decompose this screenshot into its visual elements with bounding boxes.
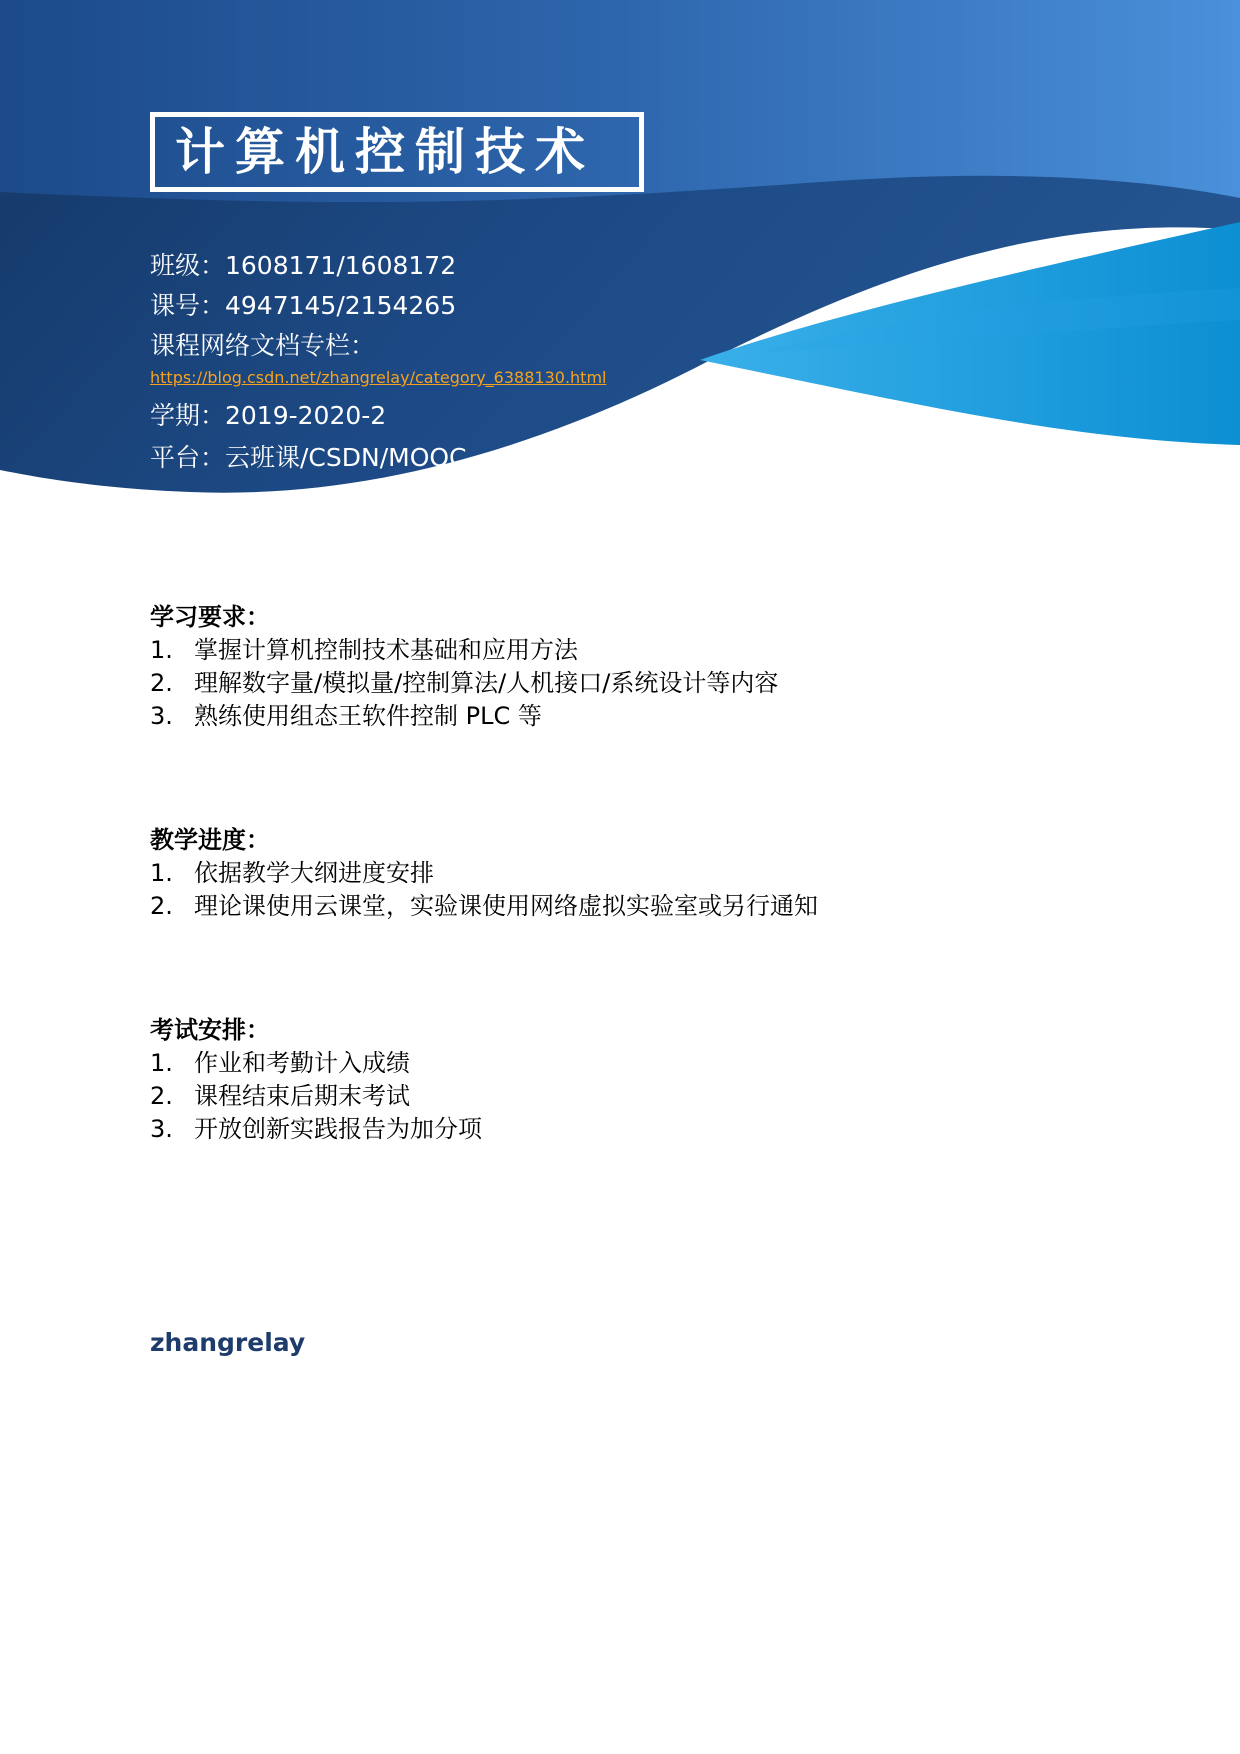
column-url-link[interactable]: https://blog.csdn.net/zhangrelay/category_6388130.html <box>150 368 607 387</box>
item-text: 作业和考勤计入成绩 <box>194 1049 410 1077</box>
list-item <box>150 1113 482 1146</box>
list-item <box>150 1047 482 1080</box>
item-number: 2. <box>150 1082 173 1110</box>
list-item <box>150 890 818 923</box>
item-number: 1. <box>150 1049 173 1077</box>
item-number: 3. <box>150 702 173 730</box>
item-text: 掌握计算机控制技术基础和应用方法 <box>194 636 578 664</box>
list-item <box>150 857 818 890</box>
section-exam-arrangement <box>150 1013 482 1146</box>
author-name: zhangrelay <box>150 1328 306 1357</box>
section-teaching-schedule <box>150 823 818 923</box>
item-number: 2. <box>150 892 173 920</box>
document-title: 计算机控制技术 <box>175 123 595 181</box>
list-item <box>150 700 778 733</box>
column-label: 课程网络文档专栏： <box>150 331 376 360</box>
section-heading: 考试安排： <box>150 1016 270 1044</box>
section-list <box>150 1047 482 1146</box>
section-learning-requirements <box>150 600 778 733</box>
item-number: 1. <box>150 859 173 887</box>
item-text: 课程结束后期末考试 <box>194 1082 410 1110</box>
item-text: 理论课使用云课堂，实验课使用网络虚拟实验室或另行通知 <box>194 892 818 920</box>
title-box <box>150 112 644 192</box>
list-item <box>150 1080 482 1113</box>
item-text: 开放创新实践报告为加分项 <box>194 1115 482 1143</box>
item-number: 3. <box>150 1115 173 1143</box>
section-heading: 教学进度： <box>150 826 270 854</box>
course-number-line: 课号：4947145/2154265 <box>150 291 457 320</box>
list-item <box>150 667 778 700</box>
item-text: 熟练使用组态王软件控制 PLC 等 <box>194 702 542 730</box>
term-line: 学期：2019-2020-2 <box>150 401 387 430</box>
section-list <box>150 857 818 923</box>
class-line: 班级：1608171/1608172 <box>150 251 457 280</box>
section-heading: 学习要求： <box>150 603 270 631</box>
item-number: 1. <box>150 636 173 664</box>
item-text: 理解数字量/模拟量/控制算法/人机接口/系统设计等内容 <box>194 669 779 697</box>
item-text: 依据教学大纲进度安排 <box>194 859 434 887</box>
item-number: 2. <box>150 669 173 697</box>
platform-line: 平台：云班课/CSDN/MOOC <box>150 443 467 472</box>
list-item <box>150 634 778 667</box>
section-list <box>150 634 778 733</box>
